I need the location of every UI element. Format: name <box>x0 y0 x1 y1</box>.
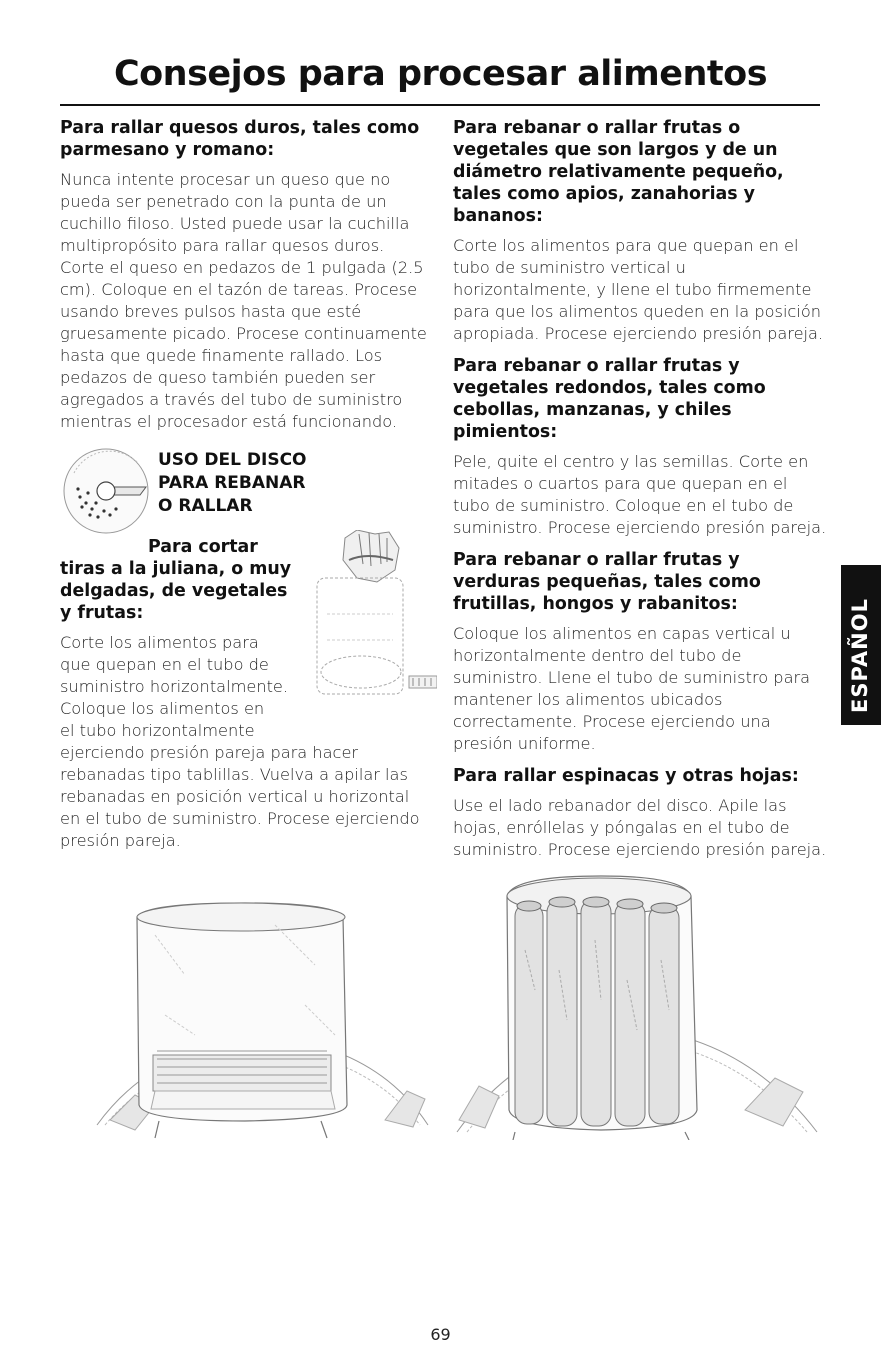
julienne-body-line1: Corte los alimentos para <box>60 633 259 652</box>
hard-cheese-heading: Para rallar quesos duros, tales como parmesano y romano: <box>60 118 420 160</box>
page-title: Consejos para procesar alimentos <box>113 54 768 94</box>
round-foods-heading: Para rebanar o rallar frutas y vegetales redondos, tales como cebollas, manzanas, y chiles pimientos: <box>453 356 766 442</box>
julienne-body-rest: ejerciendo presión pareja para hacer rebanadas tipo tablillas. Vuelva a apilar las rebanadas en posición vertical u horizontal en el tubo de suministro. Procese ejerciendo presión pareja. <box>60 743 420 850</box>
julienne-heading-line1: Para cortar <box>148 537 258 557</box>
round-foods-body: Pele, quite el centro y las semillas. Corte en mitades o cuartos para que quepan en el tubo de suministro. Coloque en el tubo de suministro. Procese ejerciendo presión pareja. <box>453 452 827 537</box>
julienne-heading-line4: y frutas: <box>60 603 144 623</box>
language-tab <box>841 565 881 725</box>
julienne-section <box>60 536 432 852</box>
long-foods-heading: Para rebanar o rallar frutas o vegetales que son largos y de un diámetro relativamente pequeño, tales como apios, zanahorias y bananos: <box>453 118 784 226</box>
julienne-body-line3: suministro horizontalmente. <box>60 677 289 696</box>
horizontal-slices-feed-tube-illustration <box>95 895 430 1140</box>
vertical-pieces-feed-tube-illustration <box>455 870 820 1140</box>
title-rule <box>60 104 820 106</box>
julienne-body-line2: que quepan en el tubo de <box>60 655 269 674</box>
julienne-body-line5: el tubo horizontalmente <box>60 721 255 740</box>
julienne-heading-line3: delgadas, de vegetales <box>60 581 288 601</box>
disc-usage-heading: USO DEL DISCO PARA REBANAR O RALLAR <box>158 450 307 516</box>
julienne-heading-line2: tiras a la juliana, o muy <box>60 559 292 579</box>
long-foods-body: Corte los alimentos para que quepan en el tubo de suministro vertical u horizontalmente, y llene el tubo firmemente para que los alimentos queden en la posición apropiada. Procese ejerciendo presión pareja. <box>453 236 824 343</box>
leafy-greens-body: Use el lado rebanador del disco. Apile las hojas, enróllelas y póngalas en el tubo de suministro. Procese ejerciendo presión pareja. <box>453 796 827 859</box>
language-tab-label: ESPAÑOL <box>848 598 872 713</box>
right-column <box>453 117 828 871</box>
slicing-disc-icon <box>60 443 158 538</box>
page-number: 69 <box>430 1325 451 1344</box>
julienne-body-line4: Coloque los alimentos en <box>60 699 265 718</box>
small-foods-heading: Para rebanar o rallar frutas y verduras pequeñas, tales como frutillas, hongos y rabanitos: <box>453 550 761 614</box>
feed-tube-hand-illustration <box>297 530 437 725</box>
hard-cheese-body: Nunca intente procesar un queso que no pueda ser penetrado con la punta de un cuchillo filoso. Usted puede usar la cuchilla multipropósito para rallar quesos duros. Corte el queso en pedazos de 1 pulgada (2.5 cm). Coloque en el tazón de tareas. Procese usando breves pulsos hasta que esté gruesamente picado. Procese continuamente hasta que quede finamente rallado. Los pedazos de queso también pueden ser agregados a través del tubo de suministro mientras el procesador está funcionando. <box>60 170 427 431</box>
leafy-greens-heading: Para rallar espinacas y otras hojas: <box>453 766 799 786</box>
disc-usage-block <box>60 443 432 538</box>
small-foods-body: Coloque los alimentos en capas vertical u horizontalmente dentro del tubo de suministro. Llene el tubo de suministro para mantener los alimentos ubicados correctamente. Procese ejerciendo una presión uniforme. <box>453 624 811 753</box>
left-column <box>60 117 432 862</box>
